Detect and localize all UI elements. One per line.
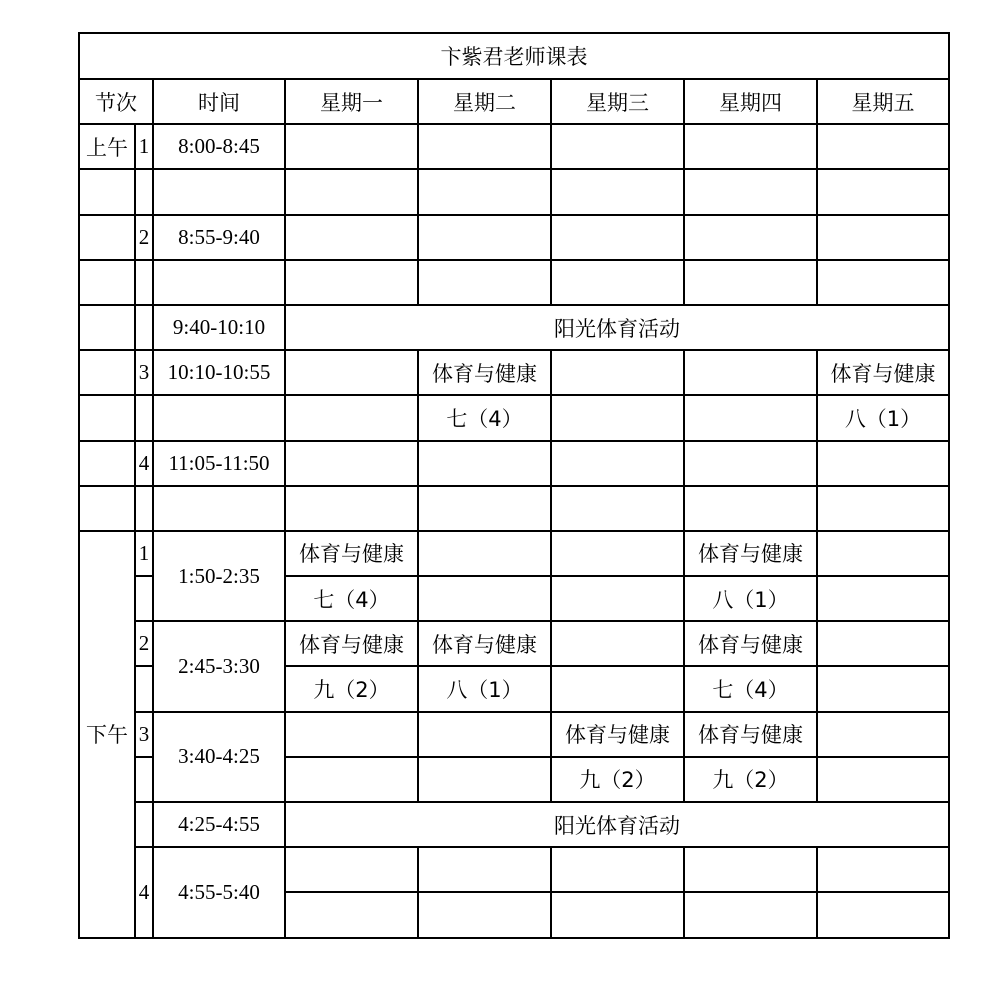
class-cell-thursday: 七（4） bbox=[684, 666, 817, 711]
table-row bbox=[79, 847, 949, 892]
class-cell-wednesday bbox=[551, 441, 684, 486]
table-row bbox=[79, 215, 949, 260]
sunshine-activity: 阳光体育活动 bbox=[285, 802, 949, 847]
lesson-number bbox=[135, 305, 153, 350]
class-cell-monday bbox=[285, 169, 418, 214]
lesson-number: 1 bbox=[135, 124, 153, 169]
class-cell-monday bbox=[285, 350, 418, 395]
lesson-number bbox=[135, 666, 153, 711]
lesson-time: 3:40-4:25 bbox=[153, 712, 285, 802]
class-cell-friday bbox=[817, 666, 949, 711]
class-cell-thursday: 八（1） bbox=[684, 576, 817, 621]
class-cell-tuesday: 七（4） bbox=[418, 395, 551, 440]
class-cell-friday bbox=[817, 576, 949, 621]
class-cell-wednesday bbox=[551, 169, 684, 214]
period-afternoon: 下午 bbox=[79, 531, 135, 938]
class-cell-monday: 七（4） bbox=[285, 576, 418, 621]
class-cell-tuesday: 体育与健康 bbox=[418, 350, 551, 395]
class-cell-tuesday bbox=[418, 169, 551, 214]
period-cell bbox=[79, 350, 135, 395]
class-cell-friday: 八（1） bbox=[817, 395, 949, 440]
class-cell-tuesday bbox=[418, 260, 551, 305]
class-cell-thursday: 体育与健康 bbox=[684, 531, 817, 576]
table-row bbox=[79, 486, 949, 531]
table-row bbox=[79, 305, 949, 350]
class-cell-friday bbox=[817, 757, 949, 802]
class-cell-thursday bbox=[684, 169, 817, 214]
class-cell-wednesday: 九（2） bbox=[551, 757, 684, 802]
period-cell bbox=[79, 441, 135, 486]
header-row bbox=[79, 79, 949, 124]
class-cell-thursday bbox=[684, 486, 817, 531]
class-cell-monday bbox=[285, 892, 418, 937]
class-cell-thursday bbox=[684, 260, 817, 305]
table-row bbox=[79, 441, 949, 486]
lesson-number: 1 bbox=[135, 531, 153, 576]
lesson-number: 3 bbox=[135, 712, 153, 757]
class-cell-tuesday bbox=[418, 847, 551, 892]
class-cell-wednesday bbox=[551, 350, 684, 395]
class-cell-tuesday: 体育与健康 bbox=[418, 621, 551, 666]
class-cell-friday: 体育与健康 bbox=[817, 350, 949, 395]
period-cell bbox=[79, 169, 135, 214]
class-cell-thursday bbox=[684, 441, 817, 486]
class-cell-thursday bbox=[684, 892, 817, 937]
class-cell-tuesday bbox=[418, 441, 551, 486]
lesson-time bbox=[153, 395, 285, 440]
class-cell-tuesday bbox=[418, 124, 551, 169]
class-cell-friday bbox=[817, 531, 949, 576]
table-row bbox=[79, 350, 949, 395]
class-cell-friday bbox=[817, 486, 949, 531]
lesson-time bbox=[153, 486, 285, 531]
class-cell-thursday bbox=[684, 215, 817, 260]
sunshine-activity: 阳光体育活动 bbox=[285, 305, 949, 350]
class-cell-monday bbox=[285, 215, 418, 260]
lesson-number: 2 bbox=[135, 621, 153, 666]
class-cell-tuesday bbox=[418, 892, 551, 937]
class-cell-monday bbox=[285, 124, 418, 169]
class-cell-monday bbox=[285, 260, 418, 305]
lesson-time: 8:55-9:40 bbox=[153, 215, 285, 260]
class-cell-wednesday bbox=[551, 621, 684, 666]
lesson-number bbox=[135, 802, 153, 847]
lesson-time bbox=[153, 169, 285, 214]
lesson-number bbox=[135, 757, 153, 802]
class-cell-wednesday bbox=[551, 260, 684, 305]
class-cell-tuesday bbox=[418, 757, 551, 802]
class-cell-wednesday bbox=[551, 666, 684, 711]
class-cell-wednesday: 体育与健康 bbox=[551, 712, 684, 757]
timetable-title: 卞紫君老师课表 bbox=[79, 33, 949, 79]
period-cell bbox=[79, 305, 135, 350]
header-period: 节次 bbox=[79, 79, 153, 124]
class-cell-tuesday bbox=[418, 576, 551, 621]
lesson-time: 2:45-3:30 bbox=[153, 621, 285, 711]
class-cell-friday bbox=[817, 441, 949, 486]
class-cell-wednesday bbox=[551, 124, 684, 169]
teacher-timetable bbox=[78, 32, 950, 939]
class-cell-thursday bbox=[684, 847, 817, 892]
class-cell-friday bbox=[817, 712, 949, 757]
class-cell-thursday bbox=[684, 395, 817, 440]
class-cell-tuesday bbox=[418, 215, 551, 260]
lesson-time: 10:10-10:55 bbox=[153, 350, 285, 395]
class-cell-monday bbox=[285, 395, 418, 440]
table-row bbox=[79, 260, 949, 305]
lesson-time: 9:40-10:10 bbox=[153, 305, 285, 350]
class-cell-monday: 九（2） bbox=[285, 666, 418, 711]
class-cell-friday bbox=[817, 169, 949, 214]
header-time: 时间 bbox=[153, 79, 285, 124]
header-thursday: 星期四 bbox=[684, 79, 817, 124]
table-row bbox=[79, 712, 949, 757]
class-cell-wednesday bbox=[551, 215, 684, 260]
class-cell-monday bbox=[285, 441, 418, 486]
class-cell-friday bbox=[817, 892, 949, 937]
lesson-number: 4 bbox=[135, 441, 153, 486]
lesson-number bbox=[135, 260, 153, 305]
class-cell-thursday bbox=[684, 124, 817, 169]
class-cell-monday bbox=[285, 712, 418, 757]
lesson-time: 4:25-4:55 bbox=[153, 802, 285, 847]
lesson-number: 2 bbox=[135, 215, 153, 260]
class-cell-tuesday: 八（1） bbox=[418, 666, 551, 711]
class-cell-friday bbox=[817, 124, 949, 169]
header-wednesday: 星期三 bbox=[551, 79, 684, 124]
header-friday: 星期五 bbox=[817, 79, 949, 124]
table-row bbox=[79, 169, 949, 214]
period-cell bbox=[79, 395, 135, 440]
class-cell-wednesday bbox=[551, 576, 684, 621]
class-cell-monday bbox=[285, 847, 418, 892]
class-cell-thursday: 体育与健康 bbox=[684, 712, 817, 757]
class-cell-tuesday bbox=[418, 712, 551, 757]
lesson-time: 11:05-11:50 bbox=[153, 441, 285, 486]
period-morning: 上午 bbox=[79, 124, 135, 169]
lesson-number: 4 bbox=[135, 847, 153, 937]
lesson-time bbox=[153, 260, 285, 305]
class-cell-wednesday bbox=[551, 486, 684, 531]
lesson-number: 3 bbox=[135, 350, 153, 395]
class-cell-friday bbox=[817, 260, 949, 305]
table-row bbox=[79, 621, 949, 666]
table-row bbox=[79, 124, 949, 169]
class-cell-friday bbox=[817, 215, 949, 260]
lesson-number bbox=[135, 395, 153, 440]
header-tuesday: 星期二 bbox=[418, 79, 551, 124]
table-row bbox=[79, 531, 949, 576]
class-cell-monday bbox=[285, 757, 418, 802]
class-cell-tuesday bbox=[418, 531, 551, 576]
header-monday: 星期一 bbox=[285, 79, 418, 124]
lesson-number bbox=[135, 576, 153, 621]
table-row bbox=[79, 802, 949, 847]
class-cell-wednesday bbox=[551, 395, 684, 440]
class-cell-wednesday bbox=[551, 892, 684, 937]
class-cell-friday bbox=[817, 621, 949, 666]
class-cell-wednesday bbox=[551, 531, 684, 576]
class-cell-monday: 体育与健康 bbox=[285, 621, 418, 666]
lesson-number bbox=[135, 169, 153, 214]
lesson-time: 1:50-2:35 bbox=[153, 531, 285, 621]
class-cell-thursday: 九（2） bbox=[684, 757, 817, 802]
class-cell-monday: 体育与健康 bbox=[285, 531, 418, 576]
table-row bbox=[79, 395, 949, 440]
class-cell-tuesday bbox=[418, 486, 551, 531]
class-cell-monday bbox=[285, 486, 418, 531]
class-cell-wednesday bbox=[551, 847, 684, 892]
period-cell bbox=[79, 260, 135, 305]
title-row bbox=[79, 33, 949, 79]
lesson-number bbox=[135, 486, 153, 531]
period-cell bbox=[79, 486, 135, 531]
lesson-time: 8:00-8:45 bbox=[153, 124, 285, 169]
class-cell-thursday: 体育与健康 bbox=[684, 621, 817, 666]
lesson-time: 4:55-5:40 bbox=[153, 847, 285, 937]
class-cell-thursday bbox=[684, 350, 817, 395]
class-cell-friday bbox=[817, 847, 949, 892]
period-cell bbox=[79, 215, 135, 260]
